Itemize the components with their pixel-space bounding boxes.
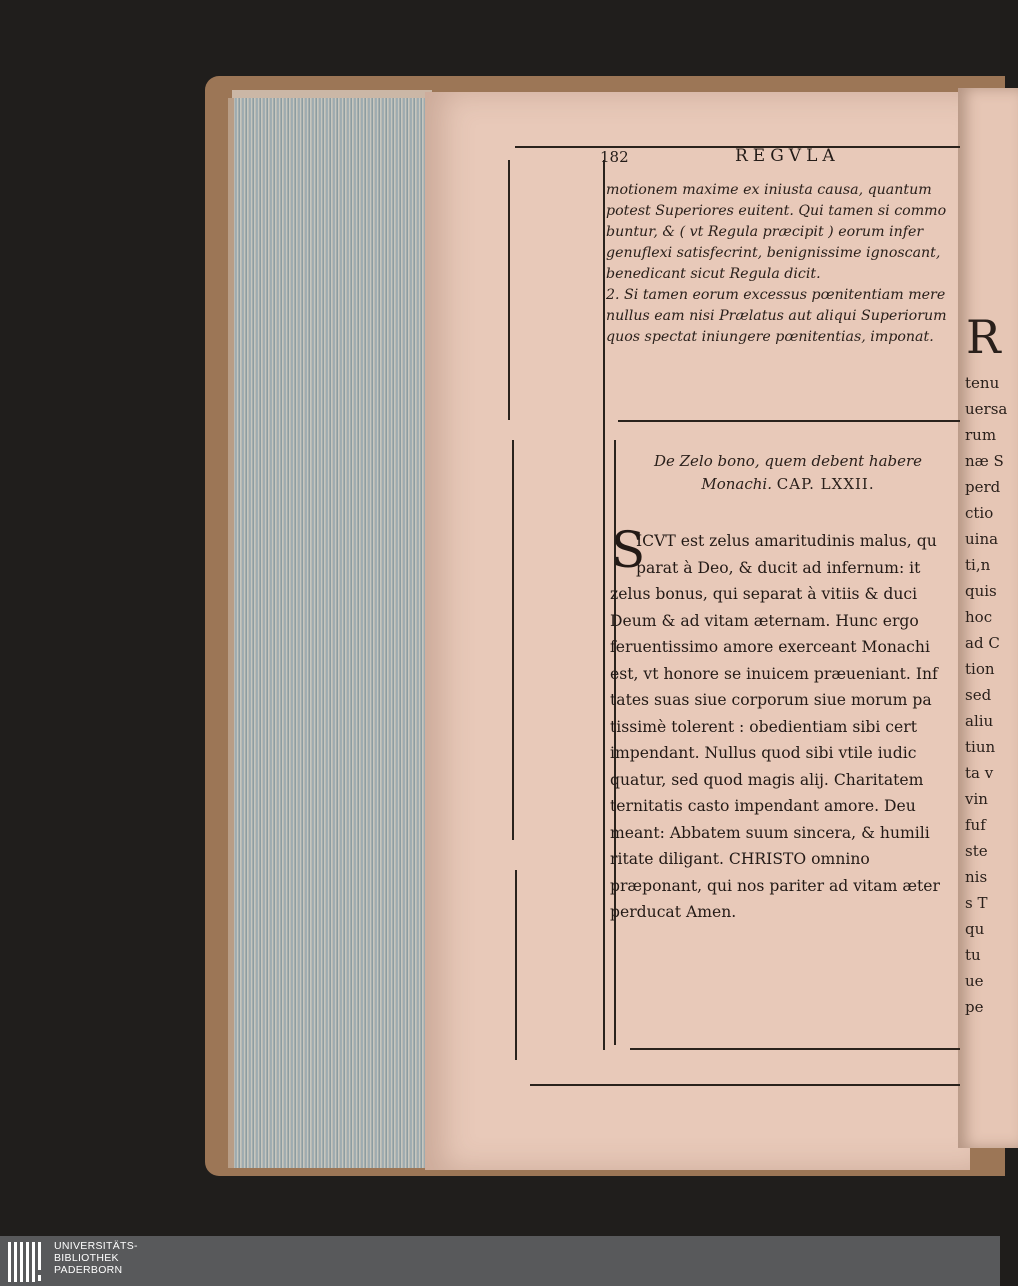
text-line: benedicant sicut Regula dicit. bbox=[606, 266, 821, 282]
text-fragment: vin bbox=[965, 790, 988, 808]
frame-rule-bottom-inner bbox=[630, 1048, 960, 1050]
page-number: 182 bbox=[600, 148, 629, 166]
text-line: nullus eam nisi Prælatus aut aliqui Superiorum bbox=[606, 308, 947, 324]
text-fragment: pe bbox=[965, 998, 984, 1016]
text-fragment: perd bbox=[965, 478, 1001, 496]
library-name-line2: BIBLIOTHEK bbox=[54, 1252, 119, 1264]
frame-rule-mid bbox=[618, 420, 960, 422]
text-fragment: ta v bbox=[965, 764, 994, 782]
text-line: buntur, & ( vt Regula præcipit ) eorum infer bbox=[606, 224, 924, 240]
frame-rule-left-outer-3 bbox=[515, 870, 517, 1060]
text-fragment: fuf bbox=[965, 816, 986, 834]
italic-paragraph bbox=[606, 180, 958, 348]
body-paragraph bbox=[610, 528, 960, 926]
text-fragment: quis bbox=[965, 582, 997, 600]
frame-rule-left-inner bbox=[603, 160, 605, 1050]
library-name bbox=[54, 1240, 138, 1276]
text-fragment: ue bbox=[965, 972, 984, 990]
text-line: genuflexi satisfecrint, benignissime ignoscant, bbox=[606, 245, 941, 261]
text-line: parat à Deo, & ducit ad infernum: it bbox=[636, 558, 921, 577]
text-line: Deum & ad vitam æternam. Hunc ergo bbox=[610, 611, 919, 630]
library-name-line1: UNIVERSITÄTS- bbox=[54, 1240, 138, 1252]
text-line: est, vt honore se inuicem præueniant. Inf bbox=[610, 664, 938, 683]
text-line: zelus bonus, qui separat à vitiis & duci bbox=[610, 585, 918, 603]
text-fragment: ti,n bbox=[965, 556, 991, 574]
text-fragment: uersa bbox=[965, 400, 1008, 418]
text-line: potest Superiores euitent. Qui tamen si commo bbox=[606, 203, 947, 219]
text-line: motionem maxime ex iniusta causa, quantum bbox=[606, 182, 932, 198]
text-fragment: hoc bbox=[965, 608, 993, 626]
text-fragment: tiun bbox=[965, 738, 996, 756]
text-fragment: tenu bbox=[965, 374, 1000, 392]
running-title: REGVLA bbox=[735, 146, 840, 166]
page-fore-edge bbox=[228, 98, 434, 1168]
text-line: præponant, qui nos pariter ad vitam æter bbox=[610, 876, 940, 895]
text-fragment: næ S bbox=[965, 452, 1004, 470]
text-fragment: sed bbox=[965, 686, 992, 704]
text-fragment: ad C bbox=[965, 634, 1000, 652]
text-line: tissimè tolerent : obedientiam sibi cert bbox=[610, 717, 917, 736]
text-line: impendant. Nullus quod sibi vtile iudic bbox=[610, 744, 917, 762]
page-header bbox=[600, 148, 960, 172]
text-fragment: tu bbox=[965, 946, 981, 964]
chapter-title-line2: Monachi. bbox=[701, 475, 772, 493]
text-line: ternitatis casto impendant amore. Deu bbox=[610, 797, 916, 815]
frame-rule-left-outer bbox=[508, 160, 510, 420]
chapter-number: CAP. LXXII. bbox=[776, 475, 875, 493]
text-fragment: ctio bbox=[965, 504, 994, 522]
chapter-title-line1: De Zelo bono, quem debent habere bbox=[653, 452, 923, 470]
text-line: ICVT est zelus amaritudinis malus, qu bbox=[636, 532, 937, 550]
text-line: tates suas siue corporum siue morum pa bbox=[610, 691, 932, 709]
library-logo-icon bbox=[6, 1240, 48, 1282]
text-fragment: ste bbox=[965, 842, 988, 860]
text-line: perducat Amen. bbox=[610, 903, 737, 921]
text-line: meant: Abbatem suum sincera, & humili bbox=[610, 823, 930, 842]
text-fragment: aliu bbox=[965, 712, 994, 730]
next-page-dropcap: R bbox=[966, 310, 1001, 364]
text-line: quatur, sed quod magis alij. Charitatem bbox=[610, 770, 924, 789]
drop-cap: S bbox=[611, 521, 646, 579]
frame-rule-bottom-outer bbox=[530, 1084, 960, 1086]
text-line: feruentissimo amore exerceant Monachi bbox=[610, 638, 930, 656]
chapter-title-line2-wrap bbox=[618, 473, 958, 496]
library-name-line3: PADERBORN bbox=[54, 1264, 123, 1276]
text-fragment: nis bbox=[965, 868, 988, 886]
next-page-text bbox=[965, 370, 1008, 1020]
footer-bar bbox=[0, 1236, 1000, 1286]
chapter-heading bbox=[618, 450, 958, 496]
text-fragment: rum bbox=[965, 426, 997, 444]
text-fragment: s T bbox=[965, 894, 988, 912]
text-fragment: uina bbox=[965, 530, 999, 548]
text-line: quos spectat iniungere pœnitentias, imponat. bbox=[606, 329, 934, 345]
text-fragment: tion bbox=[965, 660, 995, 678]
frame-rule-left-outer-2 bbox=[512, 440, 514, 840]
text-line: 2. Si tamen eorum excessus pœnitentiam mere bbox=[606, 287, 946, 303]
text-fragment: qu bbox=[965, 920, 985, 938]
text-line: ritate diligant. CHRISTO omnino bbox=[610, 850, 870, 868]
